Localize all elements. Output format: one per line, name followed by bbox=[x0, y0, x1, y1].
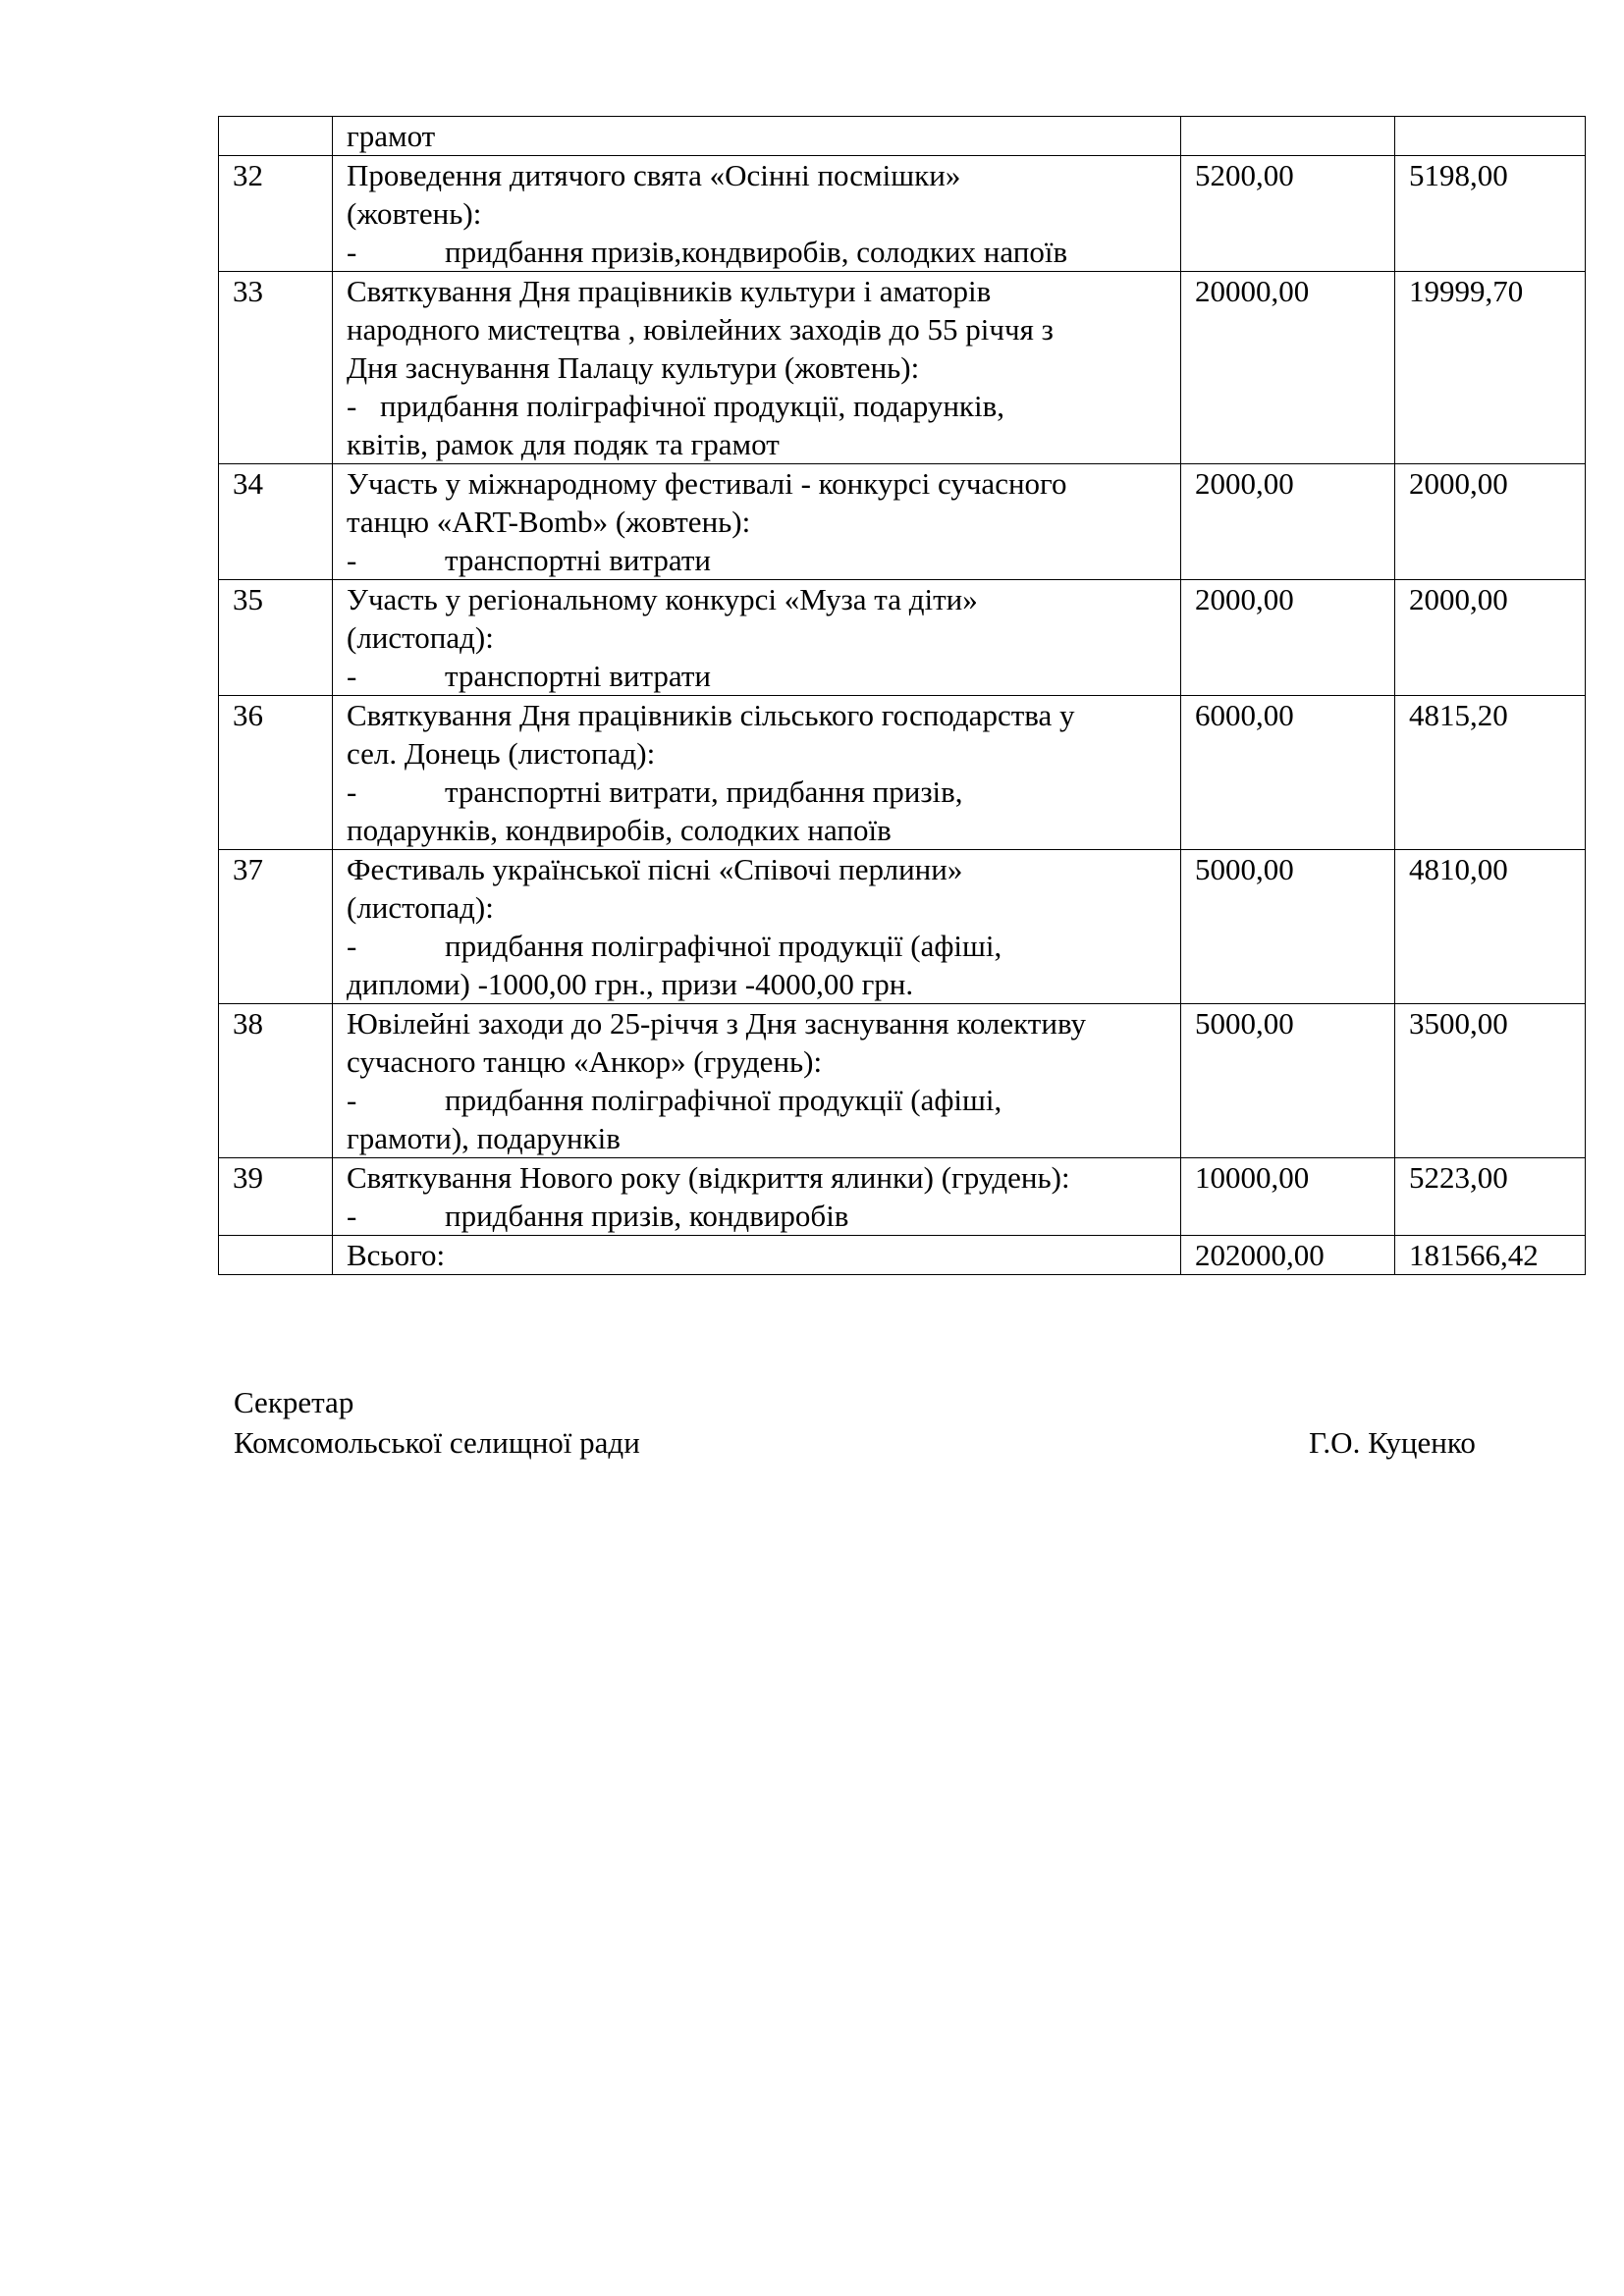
expenses-table bbox=[218, 116, 1586, 1275]
table-row bbox=[219, 696, 1586, 850]
actual-amount-cell: 19999,70 bbox=[1395, 272, 1586, 464]
planned-amount-cell bbox=[1181, 117, 1395, 156]
dash-item-text: транспортні витрати, придбання призів, bbox=[445, 774, 963, 809]
description-line: Участь у регіональному конкурсі «Муза та діти» bbox=[347, 582, 978, 616]
table-row bbox=[219, 117, 1586, 156]
actual-amount-cell: 5223,00 bbox=[1395, 1158, 1586, 1236]
description-dash-item bbox=[347, 657, 1166, 695]
total-row bbox=[219, 1236, 1586, 1275]
signature-name: Г.О. Куценко bbox=[1309, 1425, 1476, 1460]
dash-marker: - bbox=[347, 543, 357, 577]
description-line: дипломи) -1000,00 грн., призи -4000,00 грн. bbox=[347, 967, 914, 1001]
row-description-cell bbox=[333, 1158, 1181, 1236]
row-number-cell: 37 bbox=[219, 850, 333, 1004]
description-line: квітів, рамок для подяк та грамот bbox=[347, 427, 780, 461]
planned-amount-cell: 10000,00 bbox=[1181, 1158, 1395, 1236]
dash-marker: - bbox=[347, 659, 357, 693]
planned-amount-cell: 5200,00 bbox=[1181, 156, 1395, 272]
actual-amount-cell: 5198,00 bbox=[1395, 156, 1586, 272]
dash-marker: - bbox=[347, 235, 357, 269]
planned-amount-cell: 6000,00 bbox=[1181, 696, 1395, 850]
row-description-cell bbox=[333, 464, 1181, 580]
description-dash-item bbox=[347, 773, 1166, 811]
row-description-cell bbox=[333, 696, 1181, 850]
description-line: (листопад): bbox=[347, 890, 494, 925]
description-line: грамоти), подарунків bbox=[347, 1121, 621, 1155]
actual-amount-cell: 4815,20 bbox=[1395, 696, 1586, 850]
signature-block bbox=[234, 1382, 1500, 1463]
row-description-cell bbox=[333, 1004, 1181, 1158]
planned-amount-cell: 5000,00 bbox=[1181, 850, 1395, 1004]
row-number-cell: 36 bbox=[219, 696, 333, 850]
dash-item-text: придбання поліграфічної продукції (афіші, bbox=[445, 929, 1002, 963]
table-row bbox=[219, 1158, 1586, 1236]
row-number-cell: 39 bbox=[219, 1158, 333, 1236]
dash-marker: - bbox=[347, 1199, 357, 1233]
actual-amount-cell: 2000,00 bbox=[1395, 580, 1586, 696]
table-row bbox=[219, 1004, 1586, 1158]
dash-item-text: придбання поліграфічної продукції, подарунків, bbox=[380, 389, 1004, 423]
row-number-cell: 34 bbox=[219, 464, 333, 580]
table-row bbox=[219, 464, 1586, 580]
description-line: (листопад): bbox=[347, 620, 494, 655]
dash-item-text: транспортні витрати bbox=[445, 659, 711, 693]
description-line: (жовтень): bbox=[347, 196, 482, 231]
description-line: танцю «ART-Bomb» (жовтень): bbox=[347, 505, 751, 539]
description-line: Дня заснування Палацу культури (жовтень): bbox=[347, 350, 920, 385]
description-line: народного мистецтва , ювілейних заходів до 55 річчя з bbox=[347, 312, 1054, 347]
planned-amount-cell: 2000,00 bbox=[1181, 580, 1395, 696]
dash-marker: - bbox=[347, 929, 357, 963]
actual-amount-cell bbox=[1395, 117, 1586, 156]
description-dash-item bbox=[347, 1081, 1166, 1119]
expenses-table-body bbox=[219, 117, 1586, 1275]
dash-marker: - bbox=[347, 389, 357, 423]
dash-marker: - bbox=[347, 1083, 357, 1117]
planned-amount-cell: 20000,00 bbox=[1181, 272, 1395, 464]
total-label-cell: Всього: bbox=[333, 1236, 1181, 1275]
dash-item-text: придбання призів,кондвиробів, солодких напоїв bbox=[445, 235, 1068, 269]
description-line: сел. Донець (листопад): bbox=[347, 736, 656, 771]
row-description-cell bbox=[333, 272, 1181, 464]
table-row bbox=[219, 580, 1586, 696]
row-number-cell: 35 bbox=[219, 580, 333, 696]
total-number-cell bbox=[219, 1236, 333, 1275]
row-description-cell bbox=[333, 156, 1181, 272]
dash-item-text: транспортні витрати bbox=[445, 543, 711, 577]
row-number-cell bbox=[219, 117, 333, 156]
actual-amount-cell: 4810,00 bbox=[1395, 850, 1586, 1004]
description-dash-item bbox=[347, 927, 1166, 965]
row-description-cell bbox=[333, 580, 1181, 696]
description-line: Фестиваль української пісні «Співочі перлини» bbox=[347, 852, 963, 886]
actual-amount-cell: 2000,00 bbox=[1395, 464, 1586, 580]
description-line: Ювілейні заходи до 25-річчя з Дня заснування колективу bbox=[347, 1006, 1087, 1041]
description-line: Проведення дитячого свята «Осінні посмішки» bbox=[347, 158, 961, 192]
row-number-cell: 33 bbox=[219, 272, 333, 464]
description-line: Святкування Нового року (відкриття ялинки) (грудень): bbox=[347, 1160, 1070, 1195]
total-planned-cell: 202000,00 bbox=[1181, 1236, 1395, 1275]
description-dash-item bbox=[347, 541, 1166, 579]
table-row bbox=[219, 156, 1586, 272]
signature-title-line: Секретар bbox=[234, 1385, 354, 1419]
dash-marker: - bbox=[347, 774, 357, 809]
description-dash-item bbox=[347, 387, 1166, 425]
description-dash-item bbox=[347, 233, 1166, 271]
description-line: Святкування Дня працівників культури і аматорів bbox=[347, 274, 992, 308]
actual-amount-cell: 3500,00 bbox=[1395, 1004, 1586, 1158]
row-description-cell bbox=[333, 117, 1181, 156]
row-number-cell: 32 bbox=[219, 156, 333, 272]
description-line: Участь у міжнародному фестивалі - конкурсі сучасного bbox=[347, 466, 1067, 501]
planned-amount-cell: 2000,00 bbox=[1181, 464, 1395, 580]
description-line: Святкування Дня працівників сільського господарства у bbox=[347, 698, 1075, 732]
signature-title-line: Комсомольської селищної ради bbox=[234, 1425, 640, 1460]
description-line: сучасного танцю «Анкор» (грудень): bbox=[347, 1044, 823, 1079]
dash-item-text: придбання поліграфічної продукції (афіші, bbox=[445, 1083, 1002, 1117]
dash-item-text: придбання призів, кондвиробів bbox=[445, 1199, 849, 1233]
description-line: подарунків, кондвиробів, солодких напоїв bbox=[347, 813, 892, 847]
table-row bbox=[219, 850, 1586, 1004]
table-row bbox=[219, 272, 1586, 464]
planned-amount-cell: 5000,00 bbox=[1181, 1004, 1395, 1158]
row-number-cell: 38 bbox=[219, 1004, 333, 1158]
total-actual-cell: 181566,42 bbox=[1395, 1236, 1586, 1275]
description-dash-item bbox=[347, 1197, 1166, 1235]
row-description-cell bbox=[333, 850, 1181, 1004]
description-line: грамот bbox=[347, 119, 436, 153]
